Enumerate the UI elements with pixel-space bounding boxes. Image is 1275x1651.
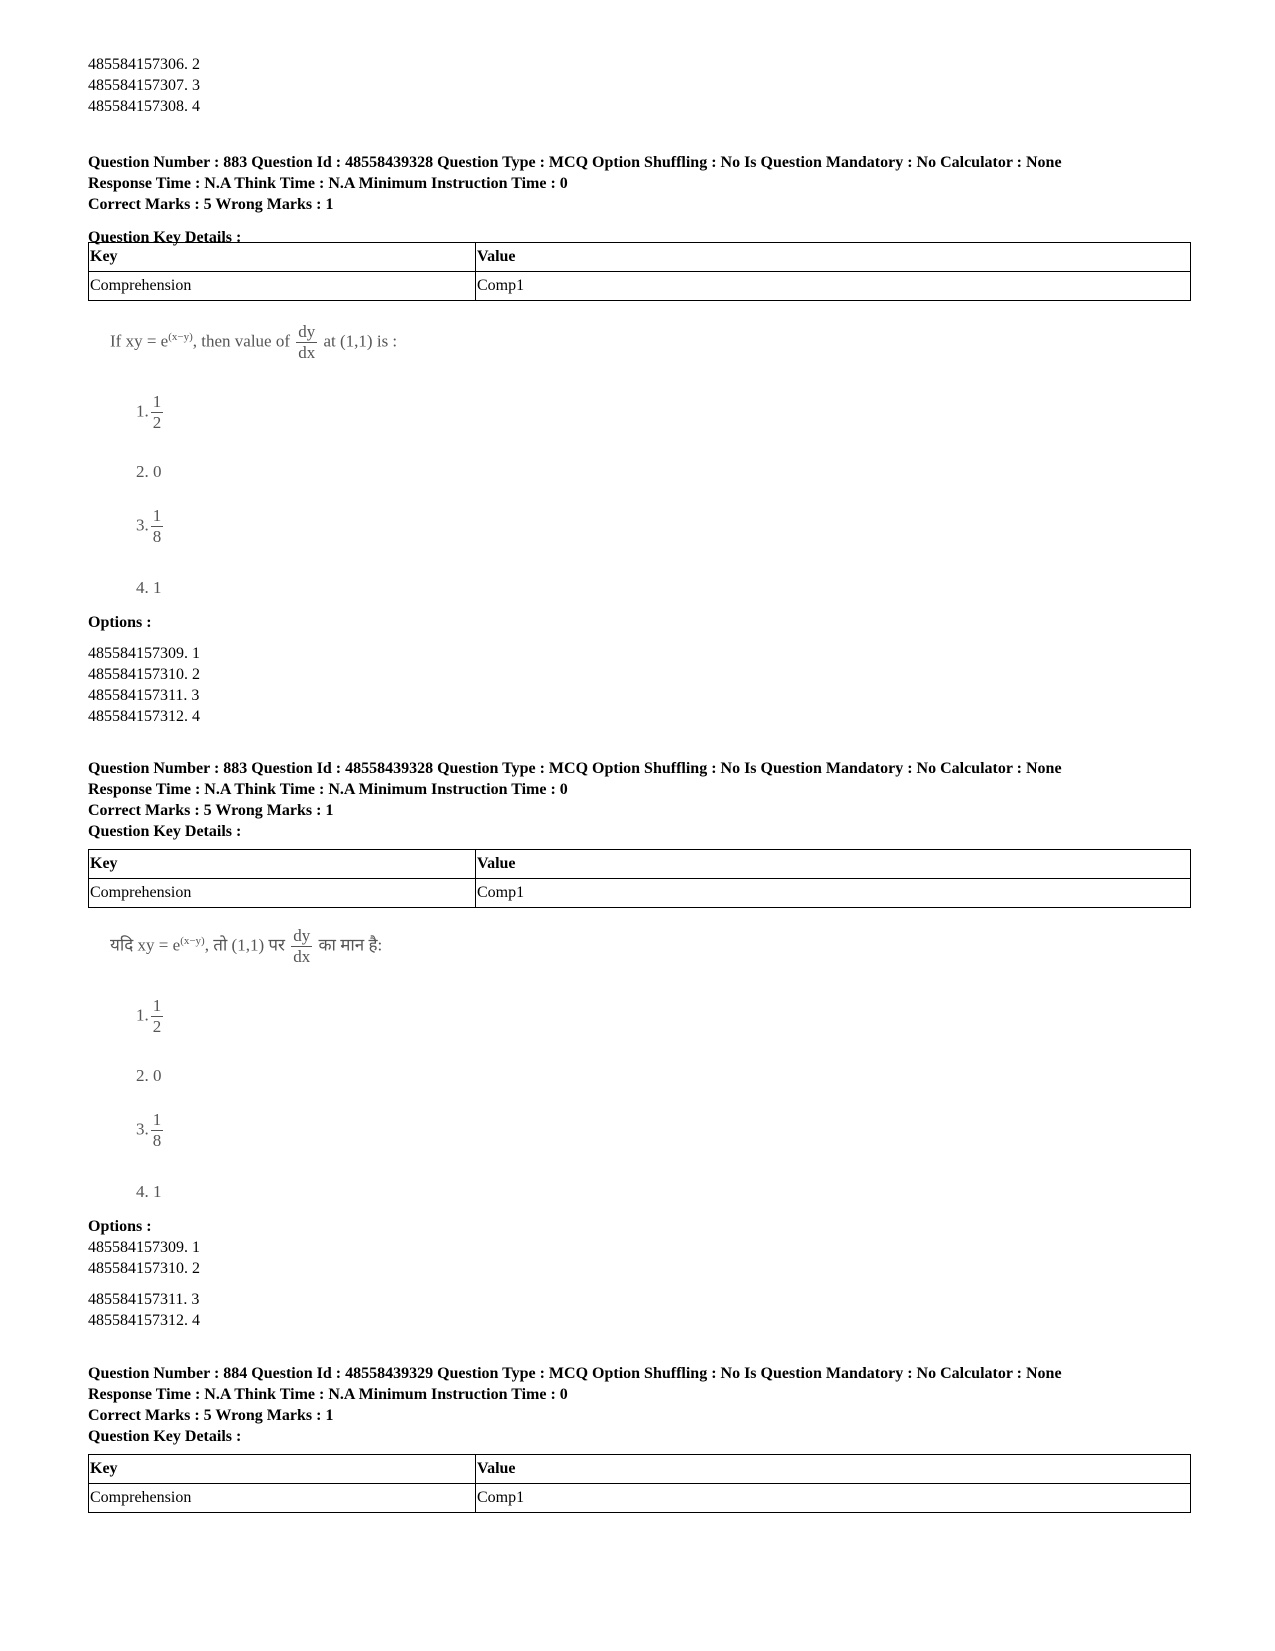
option-line: 485584157312. 4	[88, 708, 200, 725]
value-cell: Comp1	[476, 879, 1191, 908]
fraction-numerator: dy	[298, 322, 316, 341]
choice-item	[136, 1066, 162, 1086]
choice-item	[136, 1110, 165, 1151]
choice-text: 0	[153, 1066, 162, 1085]
choice-item	[136, 392, 165, 433]
value-header: Value	[476, 850, 1191, 879]
key-header: Key	[89, 1455, 476, 1484]
option-line: 485584157306. 2	[88, 56, 200, 73]
value-cell: Comp1	[476, 1484, 1191, 1513]
fraction-numerator: 1	[152, 1110, 162, 1129]
question-timing: Response Time : N.A Think Time : N.A Minimum Instruction Time : 0	[88, 175, 568, 192]
key-details-label: Question Key Details :	[88, 1428, 242, 1445]
question-timing: Response Time : N.A Think Time : N.A Minimum Instruction Time : 0	[88, 1386, 568, 1403]
question-exponent: (x−y)	[180, 934, 205, 947]
question-marks: Correct Marks : 5 Wrong Marks : 1	[88, 802, 334, 819]
derivative-fraction	[291, 926, 312, 967]
option-line: 485584157308. 4	[88, 98, 200, 115]
fraction-numerator: 1	[152, 996, 162, 1015]
question-suffix: का मान है:	[318, 935, 383, 955]
choice-text: 0	[153, 462, 162, 481]
key-cell: Comprehension	[89, 1484, 476, 1513]
question-exponent: (x−y)	[168, 330, 193, 343]
fraction-numerator: 1	[152, 506, 162, 525]
fraction-denominator: 8	[152, 1131, 162, 1150]
choice-fraction	[151, 392, 164, 433]
choice-label: 3.	[136, 515, 149, 535]
choice-label: 4.	[136, 578, 149, 597]
fraction-denominator: 2	[152, 1017, 162, 1036]
question-header: Question Number : 883 Question Id : 48558439328 Question Type : MCQ Option Shuffling : No Is Question Mandatory : No Calculator : None	[88, 760, 1062, 777]
key-details-label: Question Key Details :	[88, 823, 242, 840]
option-line: 485584157310. 2	[88, 666, 200, 683]
value-header: Value	[476, 1455, 1191, 1484]
choice-label: 2.	[136, 462, 149, 481]
choice-label: 1.	[136, 1005, 149, 1025]
option-line: 485584157307. 3	[88, 77, 200, 94]
options-label: Options :	[88, 614, 152, 631]
question-suffix: at (1,1) is :	[323, 331, 398, 351]
options-label: Options :	[88, 1218, 152, 1235]
fraction-denominator: 8	[152, 527, 162, 546]
option-line: 485584157309. 1	[88, 645, 200, 662]
choice-fraction	[151, 996, 164, 1037]
choice-item	[136, 462, 162, 482]
fraction-numerator: dy	[293, 926, 311, 945]
choice-item	[136, 996, 165, 1037]
choice-label: 2.	[136, 1066, 149, 1085]
choice-label: 3.	[136, 1119, 149, 1139]
question-marks: Correct Marks : 5 Wrong Marks : 1	[88, 1407, 334, 1424]
fraction-denominator: dx	[293, 947, 311, 966]
key-value-table	[88, 242, 1191, 301]
question-prefix: यदि xy = e	[110, 935, 181, 955]
question-middle: , then value of	[192, 331, 290, 351]
key-value-table	[88, 1454, 1191, 1513]
choice-fraction	[151, 506, 164, 547]
question-timing: Response Time : N.A Think Time : N.A Minimum Instruction Time : 0	[88, 781, 568, 798]
option-line: 485584157311. 3	[88, 1291, 200, 1308]
option-line: 485584157309. 1	[88, 1239, 200, 1256]
choice-item	[136, 506, 165, 547]
choice-item	[136, 578, 162, 598]
key-header: Key	[89, 850, 476, 879]
question-header: Question Number : 883 Question Id : 48558439328 Question Type : MCQ Option Shuffling : No Is Question Mandatory : No Calculator : None	[88, 154, 1062, 171]
key-header: Key	[89, 243, 476, 272]
derivative-fraction	[296, 322, 317, 363]
fraction-denominator: dx	[298, 343, 316, 362]
question-marks: Correct Marks : 5 Wrong Marks : 1	[88, 196, 334, 213]
option-line: 485584157311. 3	[88, 687, 200, 704]
option-line: 485584157312. 4	[88, 1312, 200, 1329]
value-header: Value	[476, 243, 1191, 272]
value-cell: Comp1	[476, 272, 1191, 301]
choice-fraction	[151, 1110, 164, 1151]
option-line: 485584157310. 2	[88, 1260, 200, 1277]
fraction-denominator: 2	[152, 413, 162, 432]
question-middle: , तो (1,1) पर	[204, 935, 285, 955]
key-cell: Comprehension	[89, 879, 476, 908]
choice-label: 4.	[136, 1182, 149, 1201]
key-value-table	[88, 849, 1191, 908]
question-prefix: If xy = e	[110, 331, 169, 351]
fraction-numerator: 1	[152, 392, 162, 411]
question-header: Question Number : 884 Question Id : 48558439329 Question Type : MCQ Option Shuffling : No Is Question Mandatory : No Calculator : None	[88, 1365, 1062, 1382]
question-text	[110, 926, 382, 967]
question-text	[110, 322, 397, 363]
choice-item	[136, 1182, 162, 1202]
key-details-label: Question Key Details :	[88, 229, 242, 246]
choice-text: 1	[153, 578, 162, 597]
key-cell: Comprehension	[89, 272, 476, 301]
choice-text: 1	[153, 1182, 162, 1201]
choice-label: 1.	[136, 401, 149, 421]
